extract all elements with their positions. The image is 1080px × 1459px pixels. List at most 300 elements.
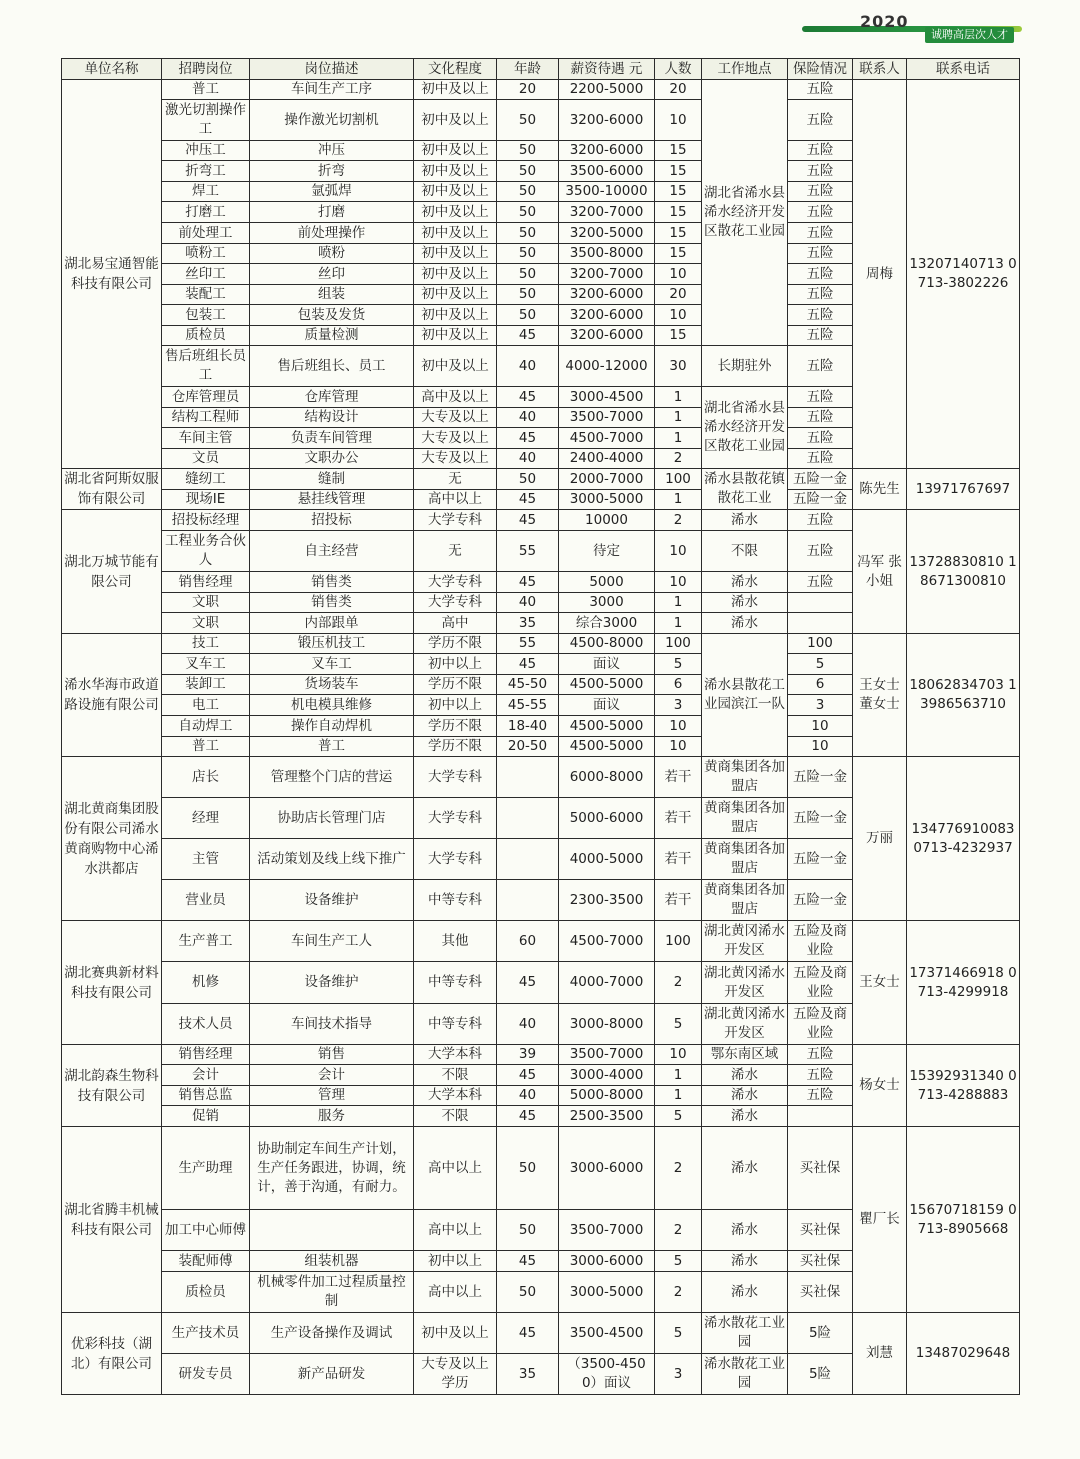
description-cell: 车间技术指导 — [250, 1004, 414, 1045]
header-description: 岗位描述 — [250, 59, 414, 80]
education-cell: 大学专科 — [414, 593, 497, 613]
description-cell: 缝制 — [250, 469, 414, 490]
salary-cell: 面议 — [559, 695, 655, 716]
education-cell: 大专及以上 — [414, 428, 497, 449]
education-cell: 大学本科 — [414, 1045, 497, 1065]
education-cell: 高中 — [414, 613, 497, 634]
contact-cell: 周梅 — [853, 80, 907, 469]
insurance-cell: 五险一金 — [788, 880, 853, 921]
count-cell: 若干 — [655, 757, 702, 798]
age-cell: 45 — [497, 572, 559, 593]
salary-cell: 2300-3500 — [559, 880, 655, 921]
education-cell: 初中及以上 — [414, 1313, 497, 1354]
salary-cell: 10000 — [559, 510, 655, 531]
insurance-cell: 五险 — [788, 326, 853, 346]
company-name-cell: 湖北省腾丰机械科技有限公司 — [62, 1127, 162, 1313]
age-cell: 50 — [497, 223, 559, 244]
description-cell: 服务 — [250, 1106, 414, 1127]
salary-cell: 4500-5000 — [559, 716, 655, 737]
position-cell: 装配工 — [162, 285, 250, 305]
position-cell: 生产普工 — [162, 921, 250, 962]
description-cell: 锻压机技工 — [250, 634, 414, 654]
count-cell: 若干 — [655, 839, 702, 880]
insurance-cell: 五险 — [788, 510, 853, 531]
count-cell: 2 — [655, 1210, 702, 1251]
insurance-cell: 五险 — [788, 1045, 853, 1065]
education-cell: 中等专科 — [414, 1004, 497, 1045]
description-cell: 氩弧焊 — [250, 182, 414, 202]
age-cell: 39 — [497, 1045, 559, 1065]
education-cell: 学历不限 — [414, 675, 497, 695]
position-cell: 技工 — [162, 634, 250, 654]
count-cell: 10 — [655, 572, 702, 593]
count-cell: 5 — [655, 1251, 702, 1272]
age-cell: 50 — [497, 285, 559, 305]
age-cell: 40 — [497, 593, 559, 613]
description-cell: 协助店长管理门店 — [250, 798, 414, 839]
table-row — [62, 757, 1020, 798]
description-cell: 悬挂线管理 — [250, 490, 414, 510]
count-cell: 1 — [655, 593, 702, 613]
location-cell: 黄商集团各加盟店 — [702, 757, 788, 798]
education-cell: 学历不限 — [414, 716, 497, 737]
age-cell: 45 — [497, 1251, 559, 1272]
description-cell: 打磨 — [250, 202, 414, 223]
salary-cell: 6000-8000 — [559, 757, 655, 798]
contact-cell: 王女士 — [853, 921, 907, 1045]
insurance-cell — [788, 1106, 853, 1127]
description-cell: 叉车工 — [250, 654, 414, 675]
position-cell: 冲压工 — [162, 141, 250, 161]
description-cell: 仓库管理 — [250, 387, 414, 408]
insurance-cell: 五险 — [788, 264, 853, 285]
description-cell: 车间生产工人 — [250, 921, 414, 962]
count-cell: 15 — [655, 223, 702, 244]
age-cell: 50 — [497, 264, 559, 285]
salary-cell: 3500-7000 — [559, 408, 655, 428]
position-cell: 现场IE — [162, 490, 250, 510]
position-cell: 仓库管理员 — [162, 387, 250, 408]
insurance-cell: 6 — [788, 675, 853, 695]
contact-cell: 万丽 — [853, 757, 907, 921]
description-cell: 包装及发货 — [250, 305, 414, 326]
count-cell: 5 — [655, 1004, 702, 1045]
age-cell: 45 — [497, 1313, 559, 1354]
description-cell: 销售 — [250, 1045, 414, 1065]
count-cell: 15 — [655, 141, 702, 161]
position-cell: 打磨工 — [162, 202, 250, 223]
location-cell: 湖北黄冈浠水开发区 — [702, 921, 788, 962]
header-education: 文化程度 — [414, 59, 497, 80]
insurance-cell: 五险一金 — [788, 757, 853, 798]
count-cell: 15 — [655, 244, 702, 264]
description-cell: 招投标 — [250, 510, 414, 531]
education-cell: 中等专科 — [414, 962, 497, 1004]
description-cell: 新产品研发 — [250, 1354, 414, 1395]
salary-cell: 3000-4500 — [559, 387, 655, 408]
salary-cell: 4500-7000 — [559, 921, 655, 962]
count-cell: 1 — [655, 490, 702, 510]
count-cell: 5 — [655, 1313, 702, 1354]
insurance-cell: 买社保 — [788, 1272, 853, 1313]
description-cell: 协助制定车间生产计划，生产任务跟进，协调，统计，善于沟通，有耐力。 — [250, 1127, 414, 1210]
age-cell: 45 — [497, 510, 559, 531]
insurance-cell: 五险 — [788, 305, 853, 326]
location-cell: 浠水 — [702, 1210, 788, 1251]
description-cell: 车间生产工序 — [250, 80, 414, 100]
location-cell: 浠水 — [702, 1251, 788, 1272]
location-cell: 浠水县散花工业园滨江一队 — [702, 634, 788, 757]
education-cell: 大专及以上 — [414, 408, 497, 428]
table-row — [62, 1045, 1020, 1065]
banner-text: 诚聘高层次人才 — [925, 27, 1014, 43]
position-cell: 自动焊工 — [162, 716, 250, 737]
header-company: 单位名称 — [62, 59, 162, 80]
insurance-cell: 五险 — [788, 428, 853, 449]
count-cell: 10 — [655, 305, 702, 326]
education-cell: 初中及以上 — [414, 141, 497, 161]
insurance-cell: 10 — [788, 737, 853, 757]
insurance-cell: 五险 — [788, 182, 853, 202]
header-phone: 联系电话 — [907, 59, 1020, 80]
position-cell: 主管 — [162, 839, 250, 880]
contact-cell: 刘慧 — [853, 1313, 907, 1395]
company-name-cell: 湖北易宝通智能科技有限公司 — [62, 80, 162, 469]
age-cell: 45-50 — [497, 675, 559, 695]
salary-cell: 3500-7000 — [559, 1210, 655, 1251]
description-cell: 机械零件加工过程质量控制 — [250, 1272, 414, 1313]
position-cell: 质检员 — [162, 1272, 250, 1313]
age-cell: 50 — [497, 1127, 559, 1210]
count-cell: 2 — [655, 449, 702, 469]
header-location: 工作地点 — [702, 59, 788, 80]
description-cell: 丝印 — [250, 264, 414, 285]
description-cell: 负责车间管理 — [250, 428, 414, 449]
location-cell: 浠水 — [702, 1272, 788, 1313]
age-cell: 55 — [497, 531, 559, 572]
count-cell: 10 — [655, 100, 702, 141]
education-cell: 大学专科 — [414, 798, 497, 839]
count-cell: 2 — [655, 1272, 702, 1313]
phone-cell: 13728830810 18671300810 — [907, 510, 1020, 634]
table-row — [62, 469, 1020, 490]
insurance-cell: 五险 — [788, 572, 853, 593]
description-cell: 喷粉 — [250, 244, 414, 264]
location-cell: 浠水 — [702, 1086, 788, 1106]
education-cell: 初中及以上 — [414, 305, 497, 326]
education-cell: 不限 — [414, 1106, 497, 1127]
count-cell: 2 — [655, 510, 702, 531]
age-cell: 50 — [497, 1210, 559, 1251]
age-cell: 35 — [497, 1354, 559, 1395]
description-cell: 组装机器 — [250, 1251, 414, 1272]
education-cell: 学历不限 — [414, 737, 497, 757]
position-cell: 文员 — [162, 449, 250, 469]
count-cell: 10 — [655, 737, 702, 757]
description-cell: 前处理操作 — [250, 223, 414, 244]
count-cell: 100 — [655, 921, 702, 962]
position-cell: 营业员 — [162, 880, 250, 921]
education-cell: 大专及以上学历 — [414, 1354, 497, 1395]
header-count: 人数 — [655, 59, 702, 80]
position-cell: 售后班组长员工 — [162, 346, 250, 387]
description-cell: 操作自动焊机 — [250, 716, 414, 737]
salary-cell: 4500-5000 — [559, 675, 655, 695]
age-cell — [497, 880, 559, 921]
insurance-cell: 五险 — [788, 285, 853, 305]
position-cell: 包装工 — [162, 305, 250, 326]
education-cell: 高中以上 — [414, 1210, 497, 1251]
age-cell — [497, 839, 559, 880]
count-cell: 3 — [655, 695, 702, 716]
position-cell: 机修 — [162, 962, 250, 1004]
age-cell: 45 — [497, 1106, 559, 1127]
education-cell: 高中以上 — [414, 1272, 497, 1313]
phone-cell: 13487029648 — [907, 1313, 1020, 1395]
header-contact: 联系人 — [853, 59, 907, 80]
phone-cell: 134776910083 0713-4232937 — [907, 757, 1020, 921]
education-cell: 初中及以上 — [414, 346, 497, 387]
position-cell: 结构工程师 — [162, 408, 250, 428]
header-banner — [802, 12, 1022, 40]
location-cell: 湖北省浠水县浠水经济开发区散花工业园 — [702, 80, 788, 346]
location-cell: 黄商集团各加盟店 — [702, 839, 788, 880]
age-cell: 50 — [497, 100, 559, 141]
location-cell: 浠水 — [702, 1127, 788, 1210]
description-cell: 销售类 — [250, 572, 414, 593]
description-cell: 内部跟单 — [250, 613, 414, 634]
insurance-cell: 5 — [788, 654, 853, 675]
age-cell: 18-40 — [497, 716, 559, 737]
salary-cell: 面议 — [559, 654, 655, 675]
description-cell: 管理 — [250, 1086, 414, 1106]
education-cell: 不限 — [414, 1065, 497, 1086]
education-cell: 初中及以上 — [414, 244, 497, 264]
education-cell: 初中及以上 — [414, 223, 497, 244]
insurance-cell: 五险 — [788, 531, 853, 572]
location-cell: 湖北黄冈浠水开发区 — [702, 1004, 788, 1045]
salary-cell: 3200-7000 — [559, 202, 655, 223]
location-cell: 浠水 — [702, 572, 788, 593]
description-cell: 管理整个门店的营运 — [250, 757, 414, 798]
position-cell: 生产技术员 — [162, 1313, 250, 1354]
count-cell: 1 — [655, 408, 702, 428]
education-cell: 大学专科 — [414, 510, 497, 531]
phone-cell: 17371466918 0713-4299918 — [907, 921, 1020, 1045]
location-cell: 浠水 — [702, 1065, 788, 1086]
table-row — [62, 80, 1020, 100]
company-name-cell: 湖北韵森生物科技有限公司 — [62, 1045, 162, 1127]
salary-cell: 3000-4000 — [559, 1065, 655, 1086]
count-cell: 5 — [655, 654, 702, 675]
age-cell: 50 — [497, 305, 559, 326]
age-cell — [497, 757, 559, 798]
salary-cell: 3500-10000 — [559, 182, 655, 202]
education-cell: 大学本科 — [414, 1086, 497, 1106]
count-cell: 15 — [655, 161, 702, 182]
insurance-cell: 五险一金 — [788, 469, 853, 490]
position-cell: 缝纫工 — [162, 469, 250, 490]
salary-cell: 3500-7000 — [559, 1045, 655, 1065]
header-insurance: 保险情况 — [788, 59, 853, 80]
position-cell: 普工 — [162, 737, 250, 757]
position-cell: 经理 — [162, 798, 250, 839]
position-cell: 焊工 — [162, 182, 250, 202]
education-cell: 初中及以上 — [414, 182, 497, 202]
position-cell: 技术人员 — [162, 1004, 250, 1045]
insurance-cell: 5险 — [788, 1313, 853, 1354]
table-row — [62, 1313, 1020, 1354]
header-position: 招聘岗位 — [162, 59, 250, 80]
salary-cell: 5000 — [559, 572, 655, 593]
banner-year: 2020 — [860, 12, 909, 31]
description-cell: 自主经营 — [250, 531, 414, 572]
table-row — [62, 634, 1020, 654]
age-cell: 50 — [497, 202, 559, 223]
salary-cell: 3000-5000 — [559, 490, 655, 510]
education-cell: 初中以上 — [414, 654, 497, 675]
count-cell: 15 — [655, 326, 702, 346]
age-cell: 45 — [497, 962, 559, 1004]
insurance-cell: 五险及商业险 — [788, 921, 853, 962]
education-cell: 初中以上 — [414, 695, 497, 716]
count-cell: 2 — [655, 962, 702, 1004]
location-cell: 浠水 — [702, 593, 788, 613]
insurance-cell: 五险 — [788, 1065, 853, 1086]
insurance-cell: 五险 — [788, 141, 853, 161]
salary-cell: 2500-3500 — [559, 1106, 655, 1127]
age-cell: 45 — [497, 654, 559, 675]
count-cell: 10 — [655, 1045, 702, 1065]
age-cell: 50 — [497, 182, 559, 202]
count-cell: 1 — [655, 1086, 702, 1106]
description-cell: 结构设计 — [250, 408, 414, 428]
company-name-cell: 优彩科技（湖北）有限公司 — [62, 1313, 162, 1395]
salary-cell: 4500-8000 — [559, 634, 655, 654]
salary-cell: 3200-6000 — [559, 141, 655, 161]
position-cell: 销售总监 — [162, 1086, 250, 1106]
education-cell: 初中及以上 — [414, 100, 497, 141]
salary-cell: 待定 — [559, 531, 655, 572]
count-cell: 6 — [655, 675, 702, 695]
insurance-cell: 五险 — [788, 346, 853, 387]
position-cell: 丝印工 — [162, 264, 250, 285]
position-cell: 会计 — [162, 1065, 250, 1086]
insurance-cell — [788, 593, 853, 613]
salary-cell: 3000-5000 — [559, 1272, 655, 1313]
recruitment-table — [61, 58, 1020, 1395]
table-row — [62, 1127, 1020, 1210]
count-cell: 5 — [655, 1106, 702, 1127]
education-cell: 大学专科 — [414, 757, 497, 798]
salary-cell: 2200-5000 — [559, 80, 655, 100]
description-cell: 文职办公 — [250, 449, 414, 469]
count-cell: 100 — [655, 469, 702, 490]
salary-cell: 综合3000 — [559, 613, 655, 634]
company-name-cell: 浠水华海市政道路设施有限公司 — [62, 634, 162, 757]
description-cell: 销售类 — [250, 593, 414, 613]
education-cell: 初中及以上 — [414, 202, 497, 223]
education-cell: 大学专科 — [414, 839, 497, 880]
location-cell: 浠水 — [702, 1106, 788, 1127]
education-cell: 中等专科 — [414, 880, 497, 921]
phone-cell: 15670718159 0713-8905668 — [907, 1127, 1020, 1313]
insurance-cell: 五险 — [788, 223, 853, 244]
position-cell: 电工 — [162, 695, 250, 716]
salary-cell: 3200-7000 — [559, 264, 655, 285]
insurance-cell: 5险 — [788, 1354, 853, 1395]
age-cell — [497, 798, 559, 839]
age-cell: 20-50 — [497, 737, 559, 757]
insurance-cell: 五险 — [788, 1086, 853, 1106]
education-cell: 无 — [414, 469, 497, 490]
insurance-cell: 买社保 — [788, 1210, 853, 1251]
education-cell: 高中以上 — [414, 490, 497, 510]
phone-cell: 13971767697 — [907, 469, 1020, 510]
count-cell: 若干 — [655, 880, 702, 921]
age-cell: 45 — [497, 387, 559, 408]
location-cell: 湖北省浠水县浠水经济开发区散花工业园 — [702, 387, 788, 469]
insurance-cell: 五险一金 — [788, 839, 853, 880]
salary-cell: 3000-6000 — [559, 1127, 655, 1210]
position-cell: 叉车工 — [162, 654, 250, 675]
contact-cell: 王女士 董女士 — [853, 634, 907, 757]
age-cell: 50 — [497, 141, 559, 161]
education-cell: 初中及以上 — [414, 285, 497, 305]
age-cell: 50 — [497, 244, 559, 264]
description-cell: 冲压 — [250, 141, 414, 161]
position-cell: 前处理工 — [162, 223, 250, 244]
position-cell: 招投标经理 — [162, 510, 250, 531]
count-cell: 2 — [655, 1127, 702, 1210]
salary-cell: 3200-6000 — [559, 100, 655, 141]
contact-cell: 陈先生 — [853, 469, 907, 510]
description-cell: 生产设备操作及调试 — [250, 1313, 414, 1354]
location-cell: 长期驻外 — [702, 346, 788, 387]
description-cell — [250, 1210, 414, 1251]
location-cell: 浠水散花工业园 — [702, 1354, 788, 1395]
description-cell: 设备维护 — [250, 880, 414, 921]
description-cell: 普工 — [250, 737, 414, 757]
age-cell: 50 — [497, 1272, 559, 1313]
position-cell: 车间主管 — [162, 428, 250, 449]
description-cell: 折弯 — [250, 161, 414, 182]
salary-cell: 5000-8000 — [559, 1086, 655, 1106]
company-name-cell: 湖北赛典新材料科技有限公司 — [62, 921, 162, 1045]
table-row — [62, 510, 1020, 531]
age-cell: 50 — [497, 469, 559, 490]
count-cell: 1 — [655, 387, 702, 408]
position-cell: 激光切割操作工 — [162, 100, 250, 141]
education-cell: 学历不限 — [414, 634, 497, 654]
education-cell: 其他 — [414, 921, 497, 962]
education-cell: 初中及以上 — [414, 161, 497, 182]
count-cell: 3 — [655, 1354, 702, 1395]
insurance-cell: 100 — [788, 634, 853, 654]
location-cell: 鄂东南区域 — [702, 1045, 788, 1065]
description-cell: 会计 — [250, 1065, 414, 1086]
count-cell: 1 — [655, 1065, 702, 1086]
position-cell: 研发专员 — [162, 1354, 250, 1395]
age-cell: 45 — [497, 1065, 559, 1086]
description-cell: 质量检测 — [250, 326, 414, 346]
position-cell: 装卸工 — [162, 675, 250, 695]
age-cell: 40 — [497, 1086, 559, 1106]
count-cell: 1 — [655, 613, 702, 634]
location-cell: 黄商集团各加盟店 — [702, 798, 788, 839]
salary-cell: 3500-6000 — [559, 161, 655, 182]
position-cell: 加工中心师傅 — [162, 1210, 250, 1251]
